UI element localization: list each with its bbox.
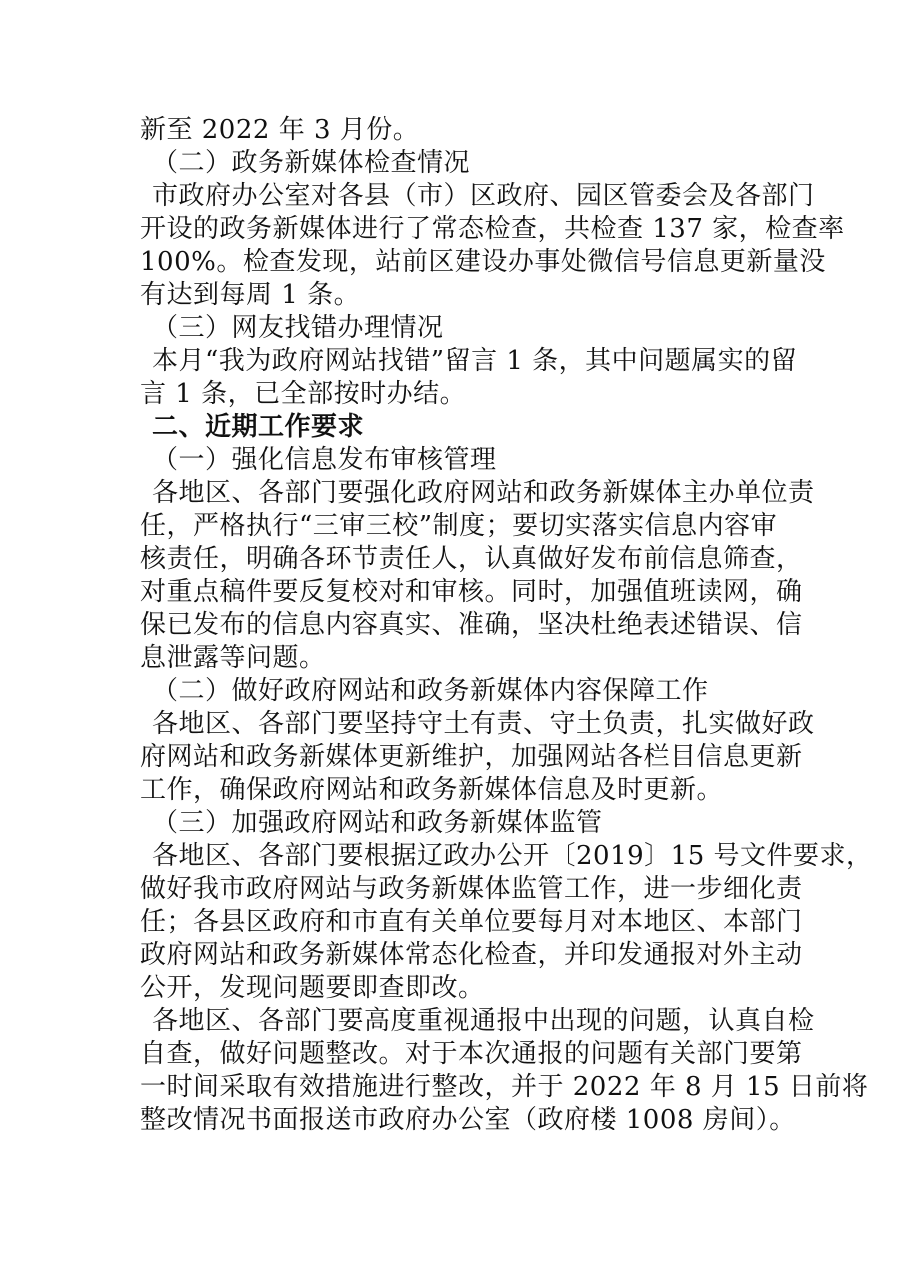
text-line: 一时间采取有效措施进行整改，并于 2022 年 8 月 15 日前将 bbox=[140, 1072, 869, 1102]
text-line: 工作，确保政府网站和政务新媒体信息及时更新。 bbox=[140, 775, 724, 805]
text-line: 言 1 条，已全部按时办结。 bbox=[140, 379, 467, 409]
section-subheading: （三）加强政府网站和政务新媒体监管 bbox=[152, 808, 603, 838]
text-line: 自查，做好问题整改。对于本次通报的问题有关部门要第 bbox=[140, 1039, 803, 1069]
section-subheading: （一）强化信息发布审核管理 bbox=[152, 445, 497, 475]
text-line: 100%。检查发现，站前区建设办事处微信号信息更新量没 bbox=[140, 247, 826, 277]
text-line: 任，严格执行“三审三校”制度；要切实落实信息内容审 bbox=[140, 511, 778, 541]
text-line: 政府网站和政务新媒体常态化检查，并印发通报对外主动 bbox=[140, 940, 803, 970]
text-line: 做好我市政府网站与政务新媒体监管工作，进一步细化责 bbox=[140, 874, 803, 904]
text-line: 各地区、各部门要坚持守土有责、守土负责，扎实做好政 bbox=[152, 709, 815, 739]
text-line: 息泄露等问题。 bbox=[140, 643, 326, 673]
text-line: 本月“我为政府网站找错”留言 1 条，其中问题属实的留 bbox=[152, 346, 798, 376]
text-line: 整改情况书面报送市政府办公室（政府楼 1008 房间）。 bbox=[140, 1105, 796, 1135]
text-line: 市政府办公室对各县（市）区政府、园区管委会及各部门 bbox=[152, 181, 815, 211]
text-line: 任；各县区政府和市直有关单位要每月对本地区、本部门 bbox=[140, 907, 803, 937]
text-line: 新至 2022 年 3 月份。 bbox=[140, 115, 420, 145]
text-line: 有达到每周 1 条。 bbox=[140, 280, 361, 310]
text-line: 核责任，明确各环节责任人，认真做好发布前信息筛查， bbox=[140, 544, 803, 574]
section-subheading: （二）做好政府网站和政务新媒体内容保障工作 bbox=[152, 676, 709, 706]
text-line: 保已发布的信息内容真实、准确，坚决杜绝表述错误、信 bbox=[140, 610, 803, 640]
text-line: 各地区、各部门要高度重视通报中出现的问题，认真自检 bbox=[152, 1006, 815, 1036]
section-heading: 二、近期工作要求 bbox=[152, 412, 365, 442]
text-line: 各地区、各部门要根据辽政办公开〔2019〕15 号文件要求， bbox=[152, 841, 873, 871]
text-line: 各地区、各部门要强化政府网站和政务新媒体主办单位责 bbox=[152, 478, 815, 508]
text-line: 府网站和政务新媒体更新维护，加强网站各栏目信息更新 bbox=[140, 742, 803, 772]
text-line: 公开，发现问题要即查即改。 bbox=[140, 973, 485, 1003]
section-subheading: （三）网友找错办理情况 bbox=[152, 313, 444, 343]
section-subheading: （二）政务新媒体检查情况 bbox=[152, 148, 471, 178]
text-line: 对重点稿件要反复校对和审核。同时，加强值班读网，确 bbox=[140, 577, 803, 607]
text-line: 开设的政务新媒体进行了常态检查，共检查 137 家，检查率 bbox=[140, 214, 845, 244]
